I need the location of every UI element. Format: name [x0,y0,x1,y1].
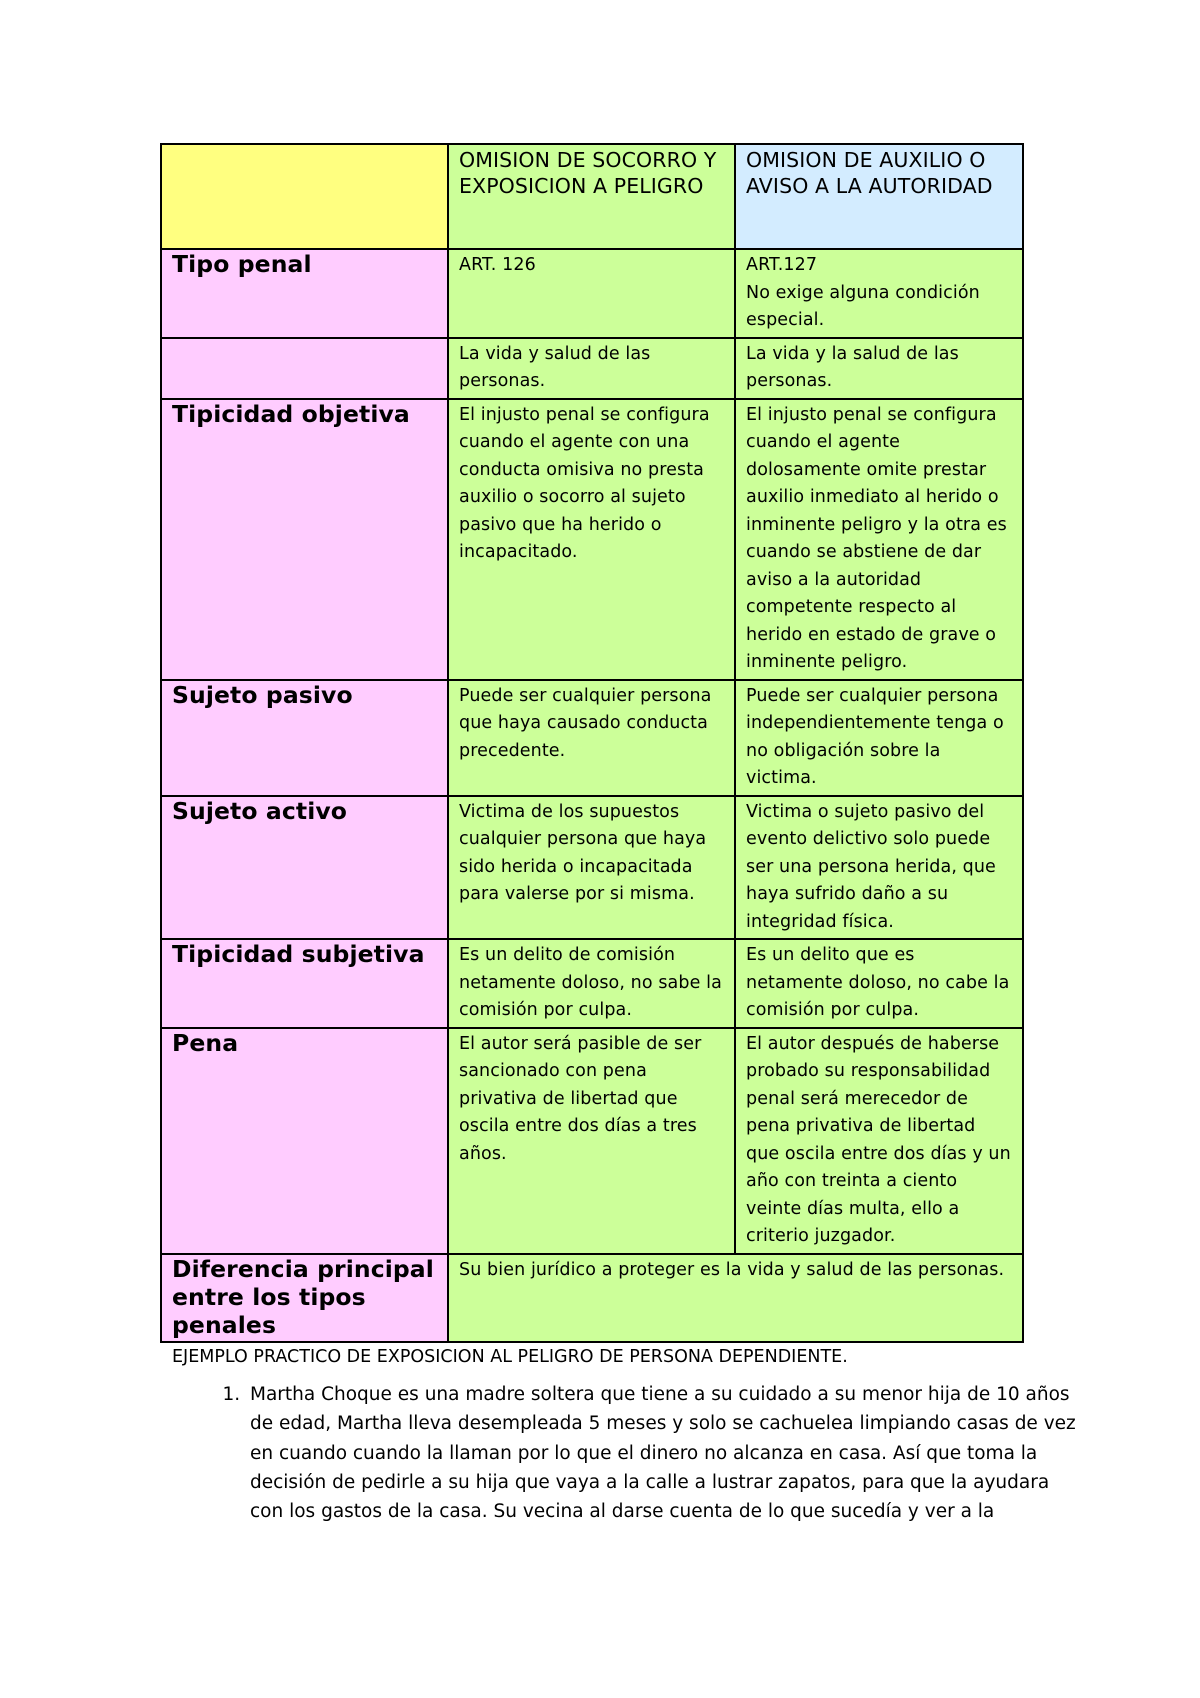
header-omision-socorro: OMISION DE SOCORRO Y EXPOSICION A PELIGRO [448,144,735,249]
row-cell-col2: Puede ser cualquier persona independientemente tenga o no obligación sobre la victima. [735,680,1023,796]
table-row [161,399,1023,680]
ejemplo-title: EJEMPLO PRACTICO DE EXPOSICION AL PELIGRO DE PERSONA DEPENDIENTE. [172,1347,848,1367]
table-header-row [161,144,1023,249]
row-cell-col1: Es un delito de comisión netamente doloso, no sabe la comisión por culpa. [448,939,735,1028]
table-row [161,939,1023,1028]
list-item: 1. Martha Choque es una madre soltera que tiene a su cuidado a su menor hija de 10 años de edad, Martha lleva desempleada 5 meses y solo se cachuelea limpiando casas de vez en cuando cuando la llaman por lo que el dinero no alcanza en casa. Así que toma la decisión de pedirle a su hija que vaya a la calle a lustrar zapatos, para que la ayudara con los gastos de la casa. Su vecina al darse cuenta de lo que sucedía y ver a la [246,1380,1076,1526]
row-label: Tipicidad subjetiva [161,939,448,1028]
row-label: Sujeto activo [161,796,448,940]
header-omision-auxilio: OMISION DE AUXILIO O AVISO A LA AUTORIDAD [735,144,1023,249]
row-label: Tipo penal [161,249,448,338]
row-cell-col2-text: ART.127 No exige alguna condición especial. [746,255,980,330]
table-row [161,1028,1023,1254]
row-cell-col1: ART. 126 [448,249,735,338]
table-row [161,249,1023,338]
row-cell-col2: El injusto penal se configura cuando el agente dolosamente omite prestar auxilio inmediato al herido o inminente peligro y la otra es cuando se abstiene de dar aviso a la autoridad competente respecto al herido en estado de grave o inminente peligro. [735,399,1023,680]
table-row [161,796,1023,940]
row-cell-col2: Es un delito que es netamente doloso, no cabe la comisión por culpa. [735,939,1023,1028]
row-label: Tipicidad objetiva [161,399,448,680]
row-label: Sujeto pasivo [161,680,448,796]
row-cell-col2: La vida y la salud de las personas. [735,338,1023,399]
row-cell-col2 [735,249,1023,338]
row-label [161,338,448,399]
row-cell-col1: El autor será pasible de ser sancionado con pena privativa de libertad que oscila entre dos días a tres años. [448,1028,735,1254]
table-corner-cell [161,144,448,249]
row-cell-col1: La vida y salud de las personas. [448,338,735,399]
table-row-difference [161,1254,1023,1342]
row-cell-col2: El autor después de haberse probado su responsabilidad penal será merecedor de pena privativa de libertad que oscila entre dos días y un año con treinta a ciento veinte días multa, ello a criterio juzgador. [735,1028,1023,1254]
row-label: Pena [161,1028,448,1254]
ejemplo-list [208,1380,1076,1526]
row-cell-col2: Victima o sujeto pasivo del evento delictivo solo puede ser una persona herida, que haya sufrido daño a su integridad física. [735,796,1023,940]
row-cell-col1: El injusto penal se configura cuando el agente con una conducta omisiva no presta auxilio o socorro al sujeto pasivo que ha herido o incapacitado. [448,399,735,680]
table-row [161,680,1023,796]
row-cell-col1: Victima de los supuestos cualquier persona que haya sido herida o incapacitada para valerse por si misma. [448,796,735,940]
comparison-table [160,143,1024,1343]
difference-label: Diferencia principal entre los tipos penales [161,1254,448,1342]
table-row [161,338,1023,399]
row-cell-col1: Puede ser cualquier persona que haya causado conducta precedente. [448,680,735,796]
difference-value: Su bien jurídico a proteger es la vida y salud de las personas. [448,1254,1023,1342]
